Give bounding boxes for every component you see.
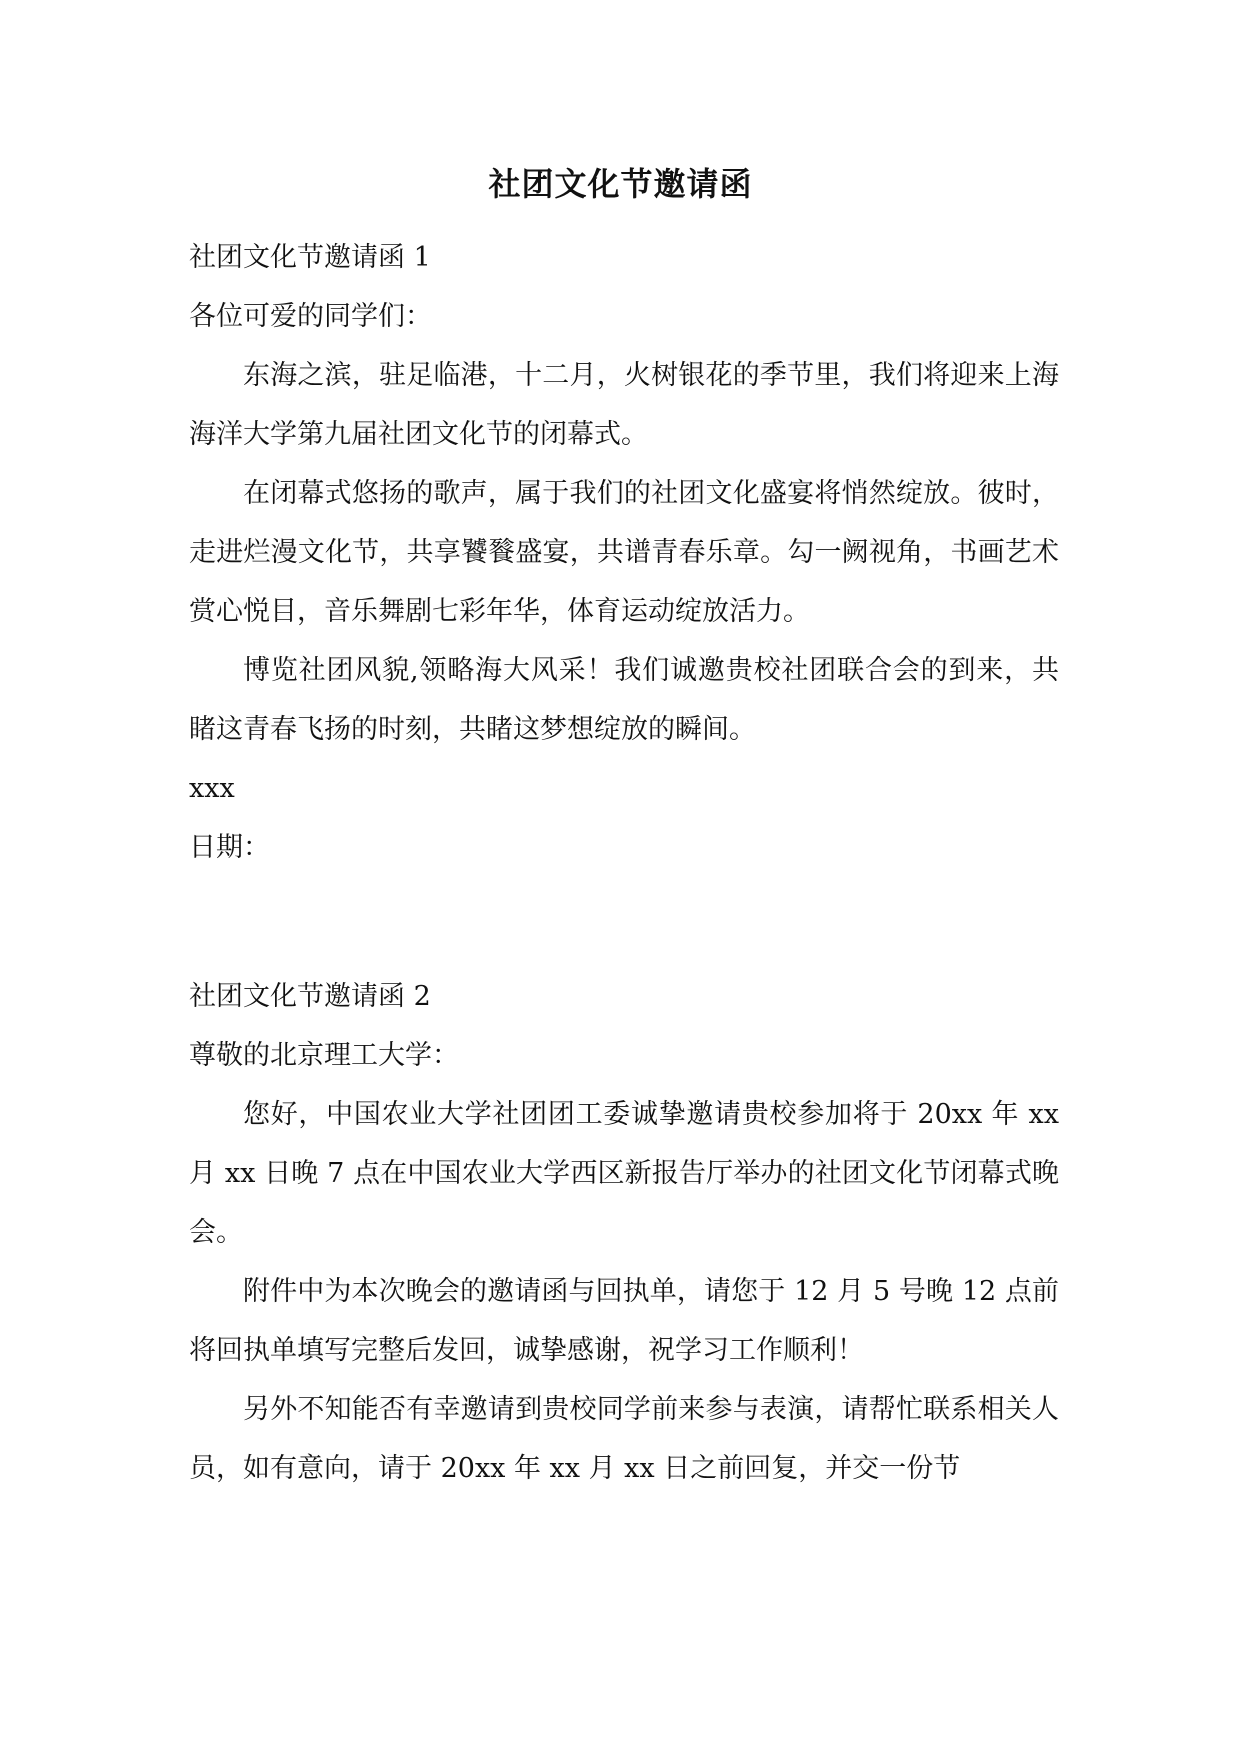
- letter1-signature: xxx: [189, 773, 235, 804]
- letter1-heading: 社团文化节邀请函 1: [189, 242, 431, 273]
- letter1-paragraph: 博览社团风貌,领略海大风采！我们诚邀贵校社团联合会的到来，共睹这青春飞扬的时刻，共睹这梦想绽放的瞬间。: [189, 655, 1059, 745]
- letter2-paragraph: 您好，中国农业大学社团团工委诚挚邀请贵校参加将于 20xx 年 xx 月 xx 日晚 7 点在中国农业大学西区新报告厅举办的社团文化节闭幕式晚会。: [189, 1099, 1059, 1248]
- letter2-paragraph: 另外不知能否有幸邀请到贵校同学前来参与表演，请帮忙联系相关人员，如有意向，请于 20xx 年 xx 月 xx 日之前回复，并交一份节: [189, 1394, 1059, 1484]
- section-spacer: [189, 877, 1059, 967]
- letter2-salutation: 尊敬的北京理工大学：: [189, 1040, 459, 1071]
- document-title: 社团文化节邀请函: [488, 165, 753, 203]
- letter1-paragraph: 东海之滨，驻足临港，十二月，火树银花的季节里，我们将迎来上海海洋大学第九届社团文化节的闭幕式。: [189, 360, 1059, 450]
- letter2-paragraph: 附件中为本次晚会的邀请函与回执单，请您于 12 月 5 号晚 12 点前将回执单填写完整后发回，诚挚感谢，祝学习工作顺利！: [189, 1276, 1059, 1366]
- letter2-heading: 社团文化节邀请函 2: [189, 981, 431, 1012]
- document-body: [189, 228, 1059, 1498]
- letter1-paragraph: 在闭幕式悠扬的歌声，属于我们的社团文化盛宴将悄然绽放。彼时，走进烂漫文化节，共享饕餮盛宴，共谱青春乐章。勾一阙视角，书画艺术赏心悦目，音乐舞剧七彩年华，体育运动绽放活力。: [189, 478, 1059, 627]
- letter1-date-label: 日期：: [189, 832, 270, 863]
- letter1-salutation: 各位可爱的同学们：: [189, 301, 432, 332]
